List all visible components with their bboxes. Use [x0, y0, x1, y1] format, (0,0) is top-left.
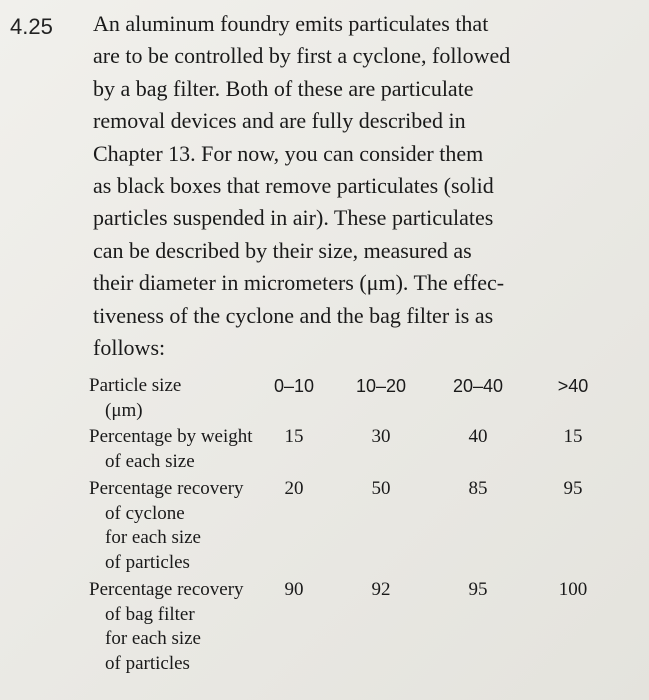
statement-line: particles suspended in air). These particulates	[93, 205, 494, 231]
row-label-bag-filter	[89, 578, 244, 676]
statement-line: tiveness of the cyclone and the bag filter is as	[93, 302, 494, 328]
label-line: of bag filter	[105, 603, 195, 625]
table-cell: 15	[563, 426, 583, 447]
table-cell: 30	[371, 426, 391, 447]
label-line: Percentage recovery	[89, 478, 244, 499]
statement-line: their diameter in micrometers (μm). The effec-	[93, 270, 505, 296]
statement-line: Chapter 13. For now, you can consider them	[93, 140, 484, 166]
table-cell: 40	[468, 426, 488, 447]
label-line: of particles	[105, 551, 190, 573]
column-header: >40	[557, 376, 589, 396]
label-line: for each size	[105, 527, 201, 549]
table-cell: 15	[284, 426, 304, 447]
label-line: of cyclone	[105, 502, 185, 524]
label-line: for each size	[105, 628, 201, 650]
statement-line: are to be controlled by first a cyclone, followed	[93, 43, 511, 69]
statement-line: An aluminum foundry emits particulates that	[93, 11, 489, 36]
column-header: 10–20	[355, 376, 407, 396]
table-cell: 20	[284, 478, 304, 499]
column-header: 0–10	[273, 376, 315, 396]
label-line: Percentage recovery	[89, 579, 244, 600]
statement-line: can be described by their size, measured as	[93, 237, 472, 263]
label-line: Particle size	[89, 375, 182, 396]
statement-line: by a bag filter. Both of these are particulate	[93, 75, 474, 101]
statement-line: removal devices and are fully described in	[93, 108, 466, 134]
statement-line: follows:	[93, 335, 166, 361]
label-line: Percentage by weight	[89, 426, 253, 447]
column-header: 20–40	[452, 376, 504, 396]
table-cell: 85	[468, 478, 488, 499]
table-cell: 95	[468, 579, 488, 600]
row-label-cyclone	[89, 477, 244, 575]
row-label-weight	[89, 425, 253, 474]
statement-line: as black boxes that remove particulates (solid	[93, 173, 494, 199]
table-cell: 92	[371, 579, 391, 600]
table-cell: 95	[563, 478, 583, 499]
header-label	[89, 374, 181, 423]
label-line: of each size	[105, 450, 195, 472]
label-line: (μm)	[105, 399, 143, 421]
table-cell: 50	[371, 478, 391, 499]
label-line: of particles	[105, 652, 190, 674]
table-cell: 90	[284, 579, 304, 600]
problem-number: 4.25	[10, 14, 53, 39]
table-cell: 100	[558, 579, 588, 600]
